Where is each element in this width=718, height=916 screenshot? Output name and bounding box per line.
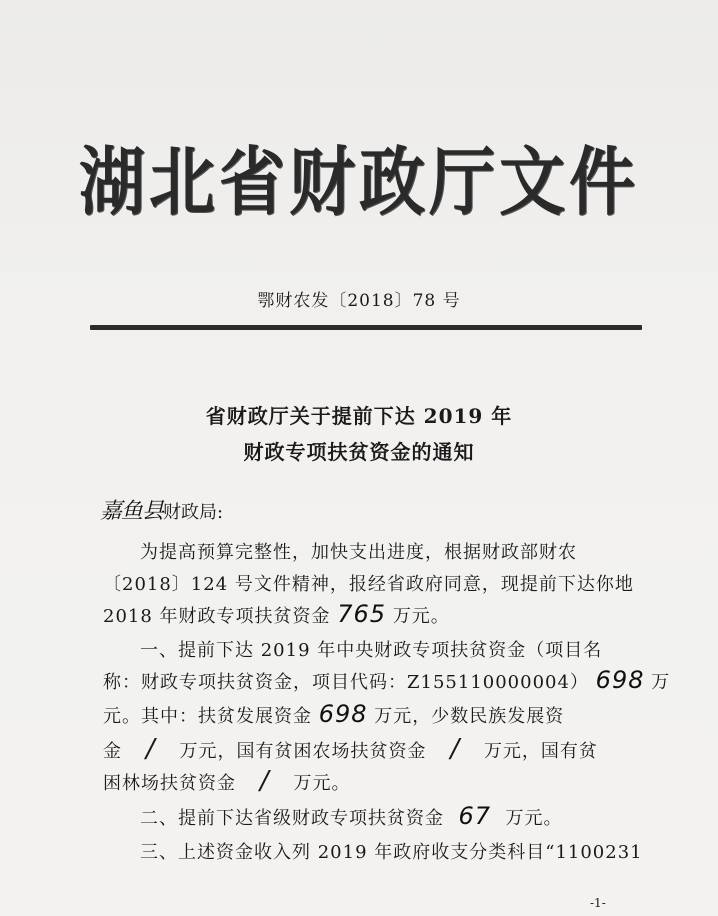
body-line xyxy=(103,666,670,694)
body-text: 万 xyxy=(651,672,671,693)
body-line xyxy=(103,766,350,796)
body-text: 元。其中：扶贫发展资金 xyxy=(103,706,312,727)
body-text: 万元，少数民族发展资 xyxy=(374,706,565,727)
salutation-suffix: 财政局: xyxy=(163,502,224,523)
handwritten-slash: / xyxy=(450,734,461,764)
body-line: 一、提前下达 2019 年中央财政专项扶贫资金（项目名 xyxy=(140,640,603,661)
handwritten-slash: / xyxy=(259,766,270,796)
body-text: 困林场扶贫资金 xyxy=(103,773,236,794)
header-divider xyxy=(90,325,642,330)
body-line xyxy=(140,802,562,830)
issuer-header-title: 湖北省财政厅文件 xyxy=(79,137,639,226)
body-text: 2018 年财政专项扶贫资金 xyxy=(103,606,331,627)
body-line: 为提高预算完整性，加快支出进度，根据财政部财农 xyxy=(140,542,577,563)
document-number: 鄂财农发〔2018〕78 号 xyxy=(257,291,461,311)
body-text: 万元，国有贫 xyxy=(483,741,598,762)
handwritten-amount: 765 xyxy=(337,600,387,628)
notice-title-line-2: 财政专项扶贫资金的通知 xyxy=(243,440,475,464)
body-line xyxy=(103,734,598,764)
body-text: 万元。 xyxy=(505,808,563,829)
handwritten-recipient: 嘉鱼县 xyxy=(100,499,164,524)
handwritten-amount: 698 xyxy=(318,700,368,728)
body-line: 三、上述资金收入列 2019 年政府收支分类科目“1100231 xyxy=(140,842,643,863)
body-line xyxy=(103,600,450,628)
salutation xyxy=(100,494,223,525)
page-number: -1- xyxy=(590,896,606,910)
body-line xyxy=(103,700,564,728)
body-text: 万元，国有贫困农场扶贫资金 xyxy=(179,741,427,762)
body-line: 〔2018〕124 号文件精神，报经省政府同意，现提前下达你地 xyxy=(103,574,634,595)
handwritten-amount: 67 xyxy=(458,802,491,830)
body-text: 称：财政专项扶贫资金，项目代码：Z155110000004） xyxy=(103,672,589,693)
notice-title-line-1: 省财政厅关于提前下达 2019 年 xyxy=(205,404,513,428)
body-text: 万元。 xyxy=(293,773,351,794)
body-text: 万元。 xyxy=(392,606,450,627)
body-text: 金 xyxy=(103,741,122,762)
handwritten-amount: 698 xyxy=(595,666,645,694)
body-text: 二、提前下达省级财政专项扶贫资金 xyxy=(140,808,444,829)
handwritten-slash: / xyxy=(145,734,156,764)
